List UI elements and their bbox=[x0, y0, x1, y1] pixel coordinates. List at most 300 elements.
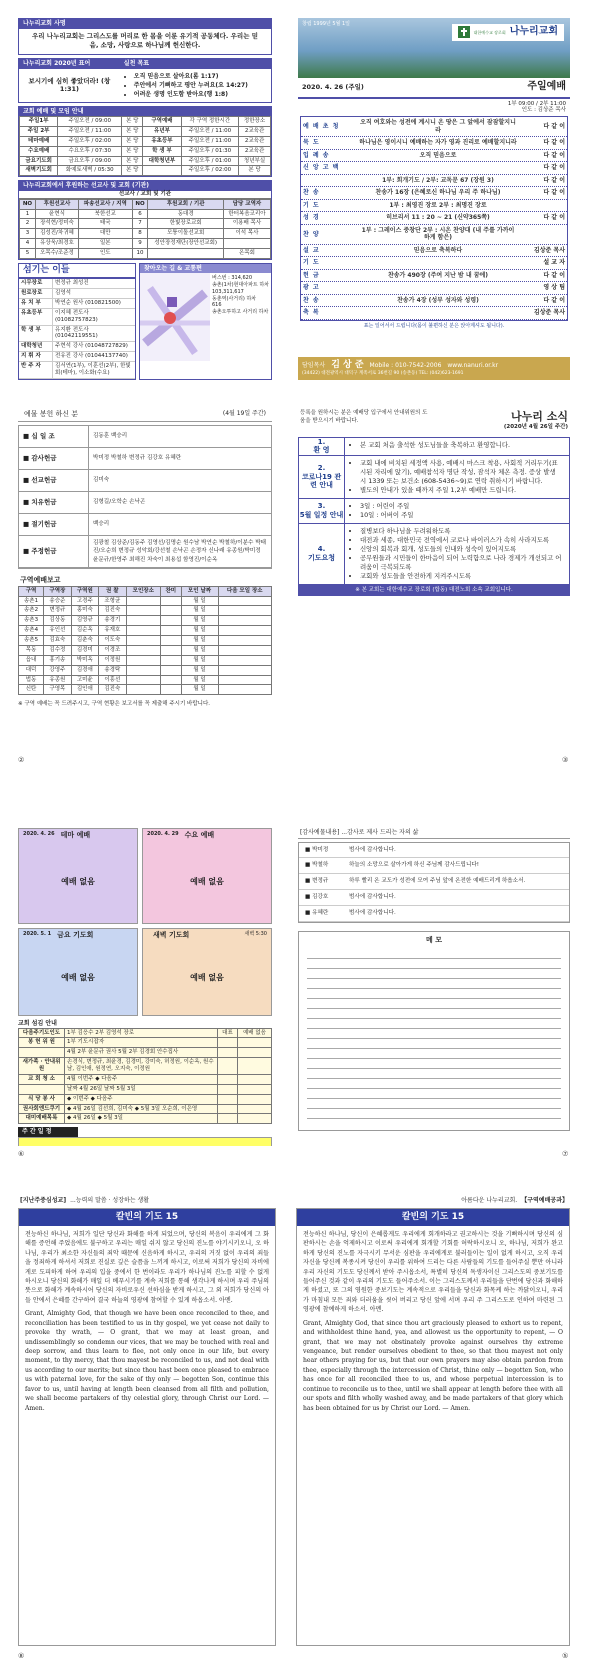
offering-type: ■ 선교헌금 bbox=[19, 470, 89, 491]
offering-names: 김광철 김상준/김동주 김영선/김명순 원수남 박연순 박철하/이분수 박태진/오순희 변정규 성악회/강선철 손낙곤 손정자 신나래 유종원/박미정 윤문규/한영주 최해진 차숙이 최용섭 함영진/이순옥 bbox=[93, 539, 267, 563]
p8-head-left: 아름다운 나누리교회. bbox=[461, 1197, 518, 1204]
order-item-person: 다 같 이 bbox=[543, 139, 565, 147]
serve-label: 식 당 봉 사 bbox=[19, 1094, 65, 1104]
box-date-title bbox=[23, 931, 93, 940]
mission-cell: 이용배 목사 bbox=[223, 219, 270, 229]
cell-cell: 김순옥 bbox=[71, 626, 98, 636]
worship-cell: 금요기도회 bbox=[20, 156, 58, 166]
staff-row bbox=[19, 352, 135, 362]
cell-cell: 김상동 bbox=[44, 616, 71, 626]
cell-cell bbox=[218, 606, 272, 616]
serve-extra2 bbox=[238, 1038, 272, 1048]
order-item-label: 찬 양 bbox=[303, 230, 320, 238]
staff-role: 지 휘 자 bbox=[19, 352, 53, 361]
worship-cell: 수요오후 / 07:30 bbox=[58, 146, 122, 156]
news-label bbox=[299, 456, 345, 498]
cell-cell: 송촌2 bbox=[19, 606, 44, 616]
cell-cell bbox=[161, 655, 182, 665]
mission-cell bbox=[148, 249, 223, 259]
church-address: (34422) 대전광역시 대덕구 계족서로 36번길 90 (송촌동) TEL: (042)623-1691 bbox=[302, 371, 464, 377]
mission-row bbox=[20, 209, 271, 219]
worship-cell: 2교육관 bbox=[239, 136, 271, 146]
offering-row bbox=[19, 536, 271, 568]
cell-row bbox=[19, 665, 272, 675]
box-status: 예배 없음 bbox=[190, 877, 224, 887]
page-4-news bbox=[298, 408, 570, 768]
news-label-text: 코로나19 관련 안내 bbox=[301, 472, 342, 490]
page-number: ② bbox=[18, 756, 25, 764]
cell-cell: 월 일 bbox=[181, 675, 218, 685]
vision-section bbox=[18, 18, 272, 55]
serve-extra bbox=[218, 1104, 238, 1114]
serve-row bbox=[19, 1094, 272, 1104]
order-item-person: 다 같 이 bbox=[543, 271, 565, 279]
staff-name: 전유진 강사 (01044137740) bbox=[55, 353, 128, 360]
cell-cell: 박미옥 bbox=[71, 655, 98, 665]
church-name: 나누리교회 bbox=[509, 26, 558, 37]
news-lines bbox=[351, 502, 563, 520]
cell-cell bbox=[161, 636, 182, 646]
box-date: 2020. 4. 26 bbox=[23, 831, 55, 837]
offering-names: 박미정 박철하 변정규 김강호 유혜란 bbox=[93, 455, 182, 462]
memo-line bbox=[307, 1089, 561, 1099]
week-schedule-bar bbox=[18, 1137, 272, 1146]
mission-cell: 북한선교 bbox=[79, 209, 133, 219]
cell-cell bbox=[126, 685, 160, 695]
serve-extra2 bbox=[238, 1058, 272, 1075]
worship-cell: 2교육관 bbox=[239, 146, 271, 156]
serve-extra bbox=[218, 1094, 238, 1104]
cell-cell bbox=[218, 685, 272, 695]
serve-label bbox=[19, 1084, 65, 1094]
mission-cell: 오목수/조준정 bbox=[35, 249, 78, 259]
p7-prayer-title: 칼빈의 기도 15 bbox=[19, 1209, 275, 1226]
worship-cell: 주일 2부 bbox=[20, 126, 58, 136]
box-extra: 새벽 5:30 bbox=[244, 931, 267, 937]
thanks-row bbox=[299, 874, 569, 890]
cell-cell bbox=[126, 606, 160, 616]
serve-extra bbox=[218, 1084, 238, 1094]
order-row bbox=[301, 225, 567, 245]
thanks-text: 하루 빨리 온 교도가 성전에 모여 주님 앞에 온전한 예배드리게 하옵소서. bbox=[349, 878, 526, 885]
map-note: 송촌오투하고 사거리 하차 bbox=[212, 309, 269, 316]
staff-section bbox=[18, 263, 136, 380]
mission-cell: 한터복음코리아 bbox=[223, 209, 270, 219]
order-item-person: 다 같 이 bbox=[543, 176, 565, 184]
cell-header-row bbox=[19, 586, 272, 596]
serve-table bbox=[18, 1028, 272, 1125]
cell-cell: 월 일 bbox=[181, 645, 218, 655]
news-label bbox=[299, 499, 345, 523]
cell-cell: 송촌1 bbox=[19, 596, 44, 606]
cell-cell: 월 일 bbox=[181, 616, 218, 626]
news-body bbox=[345, 456, 569, 498]
box-header bbox=[19, 829, 137, 842]
serve-label: 대미예배목록 bbox=[19, 1114, 65, 1124]
order-row bbox=[301, 257, 567, 270]
staff-list bbox=[19, 279, 135, 379]
service-leader: 인도 : 김상준 목사 bbox=[521, 107, 566, 114]
offering-list bbox=[18, 425, 272, 569]
cell-cell: 김경미 bbox=[71, 645, 98, 655]
cell-row bbox=[19, 675, 272, 685]
worship-cell: 테마예배 bbox=[20, 136, 58, 146]
staff-role: 원로장로 bbox=[19, 289, 53, 298]
motto-section bbox=[18, 58, 272, 103]
offering-names: 김형길/오학순 손낙곤 bbox=[93, 499, 146, 506]
cell-col-header: 권 찰 bbox=[99, 586, 126, 596]
serve-extra2 bbox=[238, 1048, 272, 1058]
mission-cell: 4 bbox=[20, 239, 36, 249]
order-item-content: 오직 믿음으로 bbox=[419, 151, 457, 159]
news-line: • 대전과 세종, 대한민국 전역에서 코로나 바이러스가 속히 사라지도록 bbox=[360, 536, 563, 545]
memo-line bbox=[307, 949, 561, 959]
serve-label: 새가족 · 안내위원 bbox=[19, 1058, 65, 1075]
serve-row bbox=[19, 1048, 272, 1058]
staff-map-row bbox=[18, 263, 272, 380]
cell-cell: 송촌4 bbox=[19, 626, 44, 636]
memo-lines bbox=[307, 949, 561, 1119]
cell-cell: 송경탁 bbox=[99, 665, 126, 675]
page-number: ⑧ bbox=[18, 1652, 25, 1660]
order-item-person: 설 교 자 bbox=[543, 259, 565, 267]
news-num: 1. bbox=[317, 437, 326, 446]
serve-extra bbox=[218, 1074, 238, 1084]
serve-label: 봉 헌 위 원 bbox=[19, 1038, 65, 1048]
cell-cell bbox=[161, 675, 182, 685]
worship-cell: 주일오전 / 09:00 bbox=[58, 117, 122, 127]
dawn-prayer-box bbox=[142, 928, 272, 1016]
thanks-text: 범사에 감사합니다. bbox=[349, 846, 396, 853]
worship-cell: 본 당 bbox=[122, 146, 143, 156]
offering-row bbox=[19, 426, 271, 448]
worship-row bbox=[20, 166, 271, 176]
box-date-title bbox=[23, 831, 90, 840]
mission-row bbox=[20, 249, 271, 259]
worship-row bbox=[20, 136, 271, 146]
serve-content: 1부 기도시잡자 bbox=[65, 1038, 218, 1048]
serve-extra bbox=[218, 1058, 238, 1075]
news-item bbox=[299, 438, 569, 457]
order-item-label: 찬 송 bbox=[303, 189, 320, 197]
mission-cell: 인도 bbox=[79, 249, 133, 259]
staff-role: 대학청년 bbox=[19, 342, 53, 351]
order-row bbox=[301, 270, 567, 283]
pastor-mobile: Mobile : 010-7542-2006 bbox=[369, 362, 442, 370]
cell-col-header: 구역원 bbox=[71, 586, 98, 596]
cell-row bbox=[19, 596, 272, 606]
mission-col-header: 후원선교사 bbox=[35, 199, 78, 209]
memo-line bbox=[307, 1029, 561, 1039]
serve-row bbox=[19, 1058, 272, 1075]
order-item-person: 영 상 팀 bbox=[543, 284, 565, 292]
serve-extra bbox=[218, 1048, 238, 1058]
mission-cell: 5 bbox=[20, 249, 36, 259]
worship-cell: 화예토새벽 / 05:30 bbox=[58, 166, 122, 176]
mission-cell: 대만 bbox=[79, 229, 133, 239]
staff-role: 학 생 부 bbox=[19, 326, 53, 342]
news-line: • 신앙의 회복과 회개, 성도들의 인내와 성숙이 있어지도록 bbox=[360, 545, 563, 554]
news-item bbox=[299, 499, 569, 524]
worship-cell: 주일1부 bbox=[20, 117, 58, 127]
worship-cell: 주일오전 / 11:00 bbox=[181, 126, 239, 136]
staff-name: 유지환 전도사 (01042119551) bbox=[55, 326, 98, 340]
cell-col-header: 찬미 bbox=[161, 586, 182, 596]
mission-cell: 일본 bbox=[79, 239, 133, 249]
cell-cell bbox=[161, 626, 182, 636]
order-item-person: 김상준 목사 bbox=[533, 246, 565, 254]
cell-row bbox=[19, 685, 272, 695]
cell-cell: 월 일 bbox=[181, 596, 218, 606]
memo-line bbox=[307, 1099, 561, 1109]
goal-list bbox=[120, 69, 271, 102]
wednesday-worship-box bbox=[142, 828, 272, 924]
news-label bbox=[299, 524, 345, 584]
cell-cell bbox=[218, 636, 272, 646]
staff-name: 주현석 강사 (01048727829) bbox=[55, 343, 128, 350]
serve-content: 손경식, 변정규, 최윤경, 김경미, 강미숙, 허정원, 이순옥, 원수남, 김인애, 원정연, 오지숙, 이정원 bbox=[65, 1058, 218, 1075]
mission-cell: 6 bbox=[132, 209, 148, 219]
news-label-text: 기도요청 bbox=[307, 553, 336, 562]
p8-prayer-english: Grant, Almighty God, that since thou art graciously pleased to exhort us to repent, and withholdest thine hand, yea, and allowest us the opportunity to repent, — O grant, that we may not obstinately provoke against ourselves thy extreme vengeance, but render ourselves obedient to thee, so that thou mayest not only hear others praying for us, but that our own prayers may also obtain pardon from thee, especially through the intercession of Christ, thine only — begotten Son, who has once for all reconciled thee to us, and whose perpetual intercession is to continue to reconcile us to thee, until we shall appear at length before thee with all our spots and filth wholly washed away, and be made partakers of that glory which has been obtained for us by Christ our Lord. — Amen. bbox=[303, 1319, 563, 1412]
news-lines bbox=[351, 459, 563, 495]
theme-worship-box bbox=[18, 828, 138, 924]
staff-role: 반 주 자 bbox=[19, 362, 53, 378]
worship-cell: 본 당 bbox=[122, 117, 143, 127]
cell-cell: 김진숙 bbox=[99, 606, 126, 616]
cell-cell: 법동 bbox=[19, 675, 44, 685]
mission-cell bbox=[223, 239, 270, 249]
cell-cell bbox=[126, 645, 160, 655]
order-item-label: 성 경 bbox=[303, 214, 320, 222]
thanks-text: 하늘의 소망으로 살아가게 하신 주님께 감사드립니다! bbox=[349, 862, 480, 869]
worship-cell: 새벽기도회 bbox=[20, 166, 58, 176]
order-item-person: 김상준 목사 bbox=[533, 309, 565, 317]
cell-cell: 송촌3 bbox=[19, 616, 44, 626]
map-note: 송촌(1차)현대아파트 하차 bbox=[212, 282, 269, 289]
worship-head: 교회 예배 및 모임 안내 bbox=[19, 107, 271, 117]
memo-line bbox=[307, 1059, 561, 1069]
staff-name: 박연순 원사 (010821500) bbox=[55, 299, 121, 306]
week-head: 주 간 일 정 bbox=[18, 1127, 78, 1137]
cell-cell: 김춘숙 bbox=[71, 636, 98, 646]
box-date: 2020. 4. 29 bbox=[147, 831, 179, 837]
worship-cell bbox=[143, 166, 181, 176]
vision-title: 나누리교회 사명 bbox=[19, 19, 271, 29]
cell-cell bbox=[218, 616, 272, 626]
box-status: 예배 없음 bbox=[190, 973, 224, 983]
staff-name: 김영석 bbox=[55, 290, 71, 296]
mission-cell: 10 bbox=[132, 249, 148, 259]
order-row bbox=[301, 307, 567, 320]
memo-line bbox=[307, 1009, 561, 1019]
cell-cell bbox=[161, 596, 182, 606]
offering-type: ■ 주정헌금 bbox=[19, 536, 89, 567]
order-item-label: 기 도 bbox=[303, 259, 320, 267]
mission-row bbox=[20, 219, 271, 229]
map-head: 찾아오는 길 & 교통편 bbox=[140, 264, 271, 274]
cell-cell: 송경기 bbox=[99, 616, 126, 626]
serve-extra2 bbox=[238, 1104, 272, 1114]
worship-row bbox=[20, 156, 271, 166]
news-num: 3. bbox=[317, 502, 326, 511]
p8-prayer-korean: 전능하신 하나님, 당신이 은혜롭게도 우리에게 회개하라고 권고하시는 것을 기뻐하시며 당신의 심판하시는 손을 억제하시고 이로써 우리에게 회개할 기회를 허락하시오니 오, 하나님, 저희가 완고하게 당신의 진노를 자극시키 무서운 심판을 우리에게로 불러들이는 일이 없게 하시고, 오직 우리 자신을 당신께 복종시켜 당신이 우리를 위하여 드리는 다른 사람들의 기도를 들어주실 뿐만 아니라 우리 자신의 기도도 당신께서 받아 주시옵소서, 특별히 당신의 독생자이신 그리스도의 중보기도를 들어주신 것과 같이 우리의 기도도 들어주소서. 이는 그리스도께서 우리들을 단번에 당신과 화해하게 하셨고, 또 그의 영원한 중보기도는 계속적으로 우리들을 당신과 화목케 하는 까닭이오니, 우리가 마침내 모든 죄와 더러움을 씻어 버리고 당신 앞에 서며 우리 주 그리스도로 인하여 마련된 그 영광에 참예하게 하소서. 아멘. bbox=[303, 1230, 563, 1314]
mission-cell: 2 bbox=[20, 219, 36, 229]
serve-content: 날짜 4월 26일 날짜 5월 3일 bbox=[65, 1084, 218, 1094]
memo-line bbox=[307, 1109, 561, 1119]
mission-cell: 김성진/차귀혜 bbox=[35, 229, 78, 239]
memo-line bbox=[307, 1039, 561, 1049]
service-date: 2020. 4. 26 (주일) bbox=[302, 83, 364, 92]
cell-cell: 고경주 bbox=[71, 596, 98, 606]
worship-cell: 2교육관 bbox=[239, 126, 271, 136]
offering-title: 예물 봉헌 하신 분 bbox=[24, 410, 79, 418]
page-8-prayer bbox=[296, 1196, 570, 1650]
memo-line bbox=[307, 969, 561, 979]
serve-head: 교회 섬김 안내 bbox=[18, 1020, 57, 1027]
thanks-name: ■ 박미정 bbox=[305, 846, 329, 853]
box-header bbox=[143, 929, 271, 942]
staff-name: 이지혜 전도사 (01082757823) bbox=[55, 309, 98, 323]
order-item-content: 히브리서 11 : 20 ~ 21 (신약365쪽) bbox=[386, 214, 490, 222]
cell-cell: 대덕 bbox=[19, 665, 44, 675]
worship-row bbox=[20, 146, 271, 156]
order-row bbox=[301, 162, 567, 175]
order-item-content: 1부 : 그레이스 중창단 2부 : 시온 찬양대 (내 주를 가까이 하게 함은) bbox=[361, 226, 515, 242]
page-2-bulletin bbox=[298, 18, 570, 380]
map-section bbox=[139, 263, 272, 380]
worship-cell: 정한장소 bbox=[239, 117, 271, 127]
mission-header-row bbox=[20, 199, 271, 209]
offering-names: 김미숙 bbox=[93, 477, 110, 484]
cell-row bbox=[19, 645, 272, 655]
page-5-schedule bbox=[18, 828, 272, 1146]
staff-row bbox=[19, 362, 135, 379]
cell-row bbox=[19, 655, 272, 665]
order-item-content: 믿음으로 축복하다 bbox=[413, 246, 463, 254]
order-item-person: 다 같 이 bbox=[543, 123, 565, 130]
worship-cell: 유초등부 bbox=[143, 136, 181, 146]
offering-type: ■ 절기헌금 bbox=[19, 514, 89, 535]
worship-row bbox=[20, 117, 271, 127]
order-item-content: 찬송가 16장 (은혜로신 하나님 우리 주 하나님) bbox=[375, 189, 501, 197]
church-site: www.nanuri.or.kr bbox=[447, 362, 499, 370]
cell-cell bbox=[218, 675, 272, 685]
worship-cell: 주일오전 / 11:00 bbox=[58, 126, 122, 136]
staff-head: 섬기는 이들 bbox=[19, 264, 135, 279]
map-notes bbox=[210, 273, 271, 361]
worship-cell: 유년부 bbox=[143, 126, 181, 136]
cell-cell: 이도숙 bbox=[99, 636, 126, 646]
cell-cell: 변정규 bbox=[44, 606, 71, 616]
news-line: • 별도의 안내가 있을 때까지 주일 1,2부 예배만 드립니다. bbox=[360, 486, 563, 495]
news-num: 4. bbox=[317, 545, 326, 554]
map-note: 동춘역(사거리) 하차 bbox=[212, 295, 257, 302]
cell-row bbox=[19, 616, 272, 626]
box-title: 수요 예배 bbox=[184, 831, 215, 839]
mission-cell: 모퉁이돌선교회 bbox=[148, 229, 223, 239]
order-item-label: 광 고 bbox=[303, 284, 320, 292]
offering-row bbox=[19, 514, 271, 536]
cell-cell: 유인선 bbox=[44, 626, 71, 636]
cell-cell: 월 일 bbox=[181, 606, 218, 616]
order-row bbox=[301, 137, 567, 150]
mission-cell: 유상욱/최경호 bbox=[35, 239, 78, 249]
memo-line bbox=[307, 1069, 561, 1079]
serve-row bbox=[19, 1114, 272, 1124]
worship-cell: 금요오후 / 09:00 bbox=[58, 156, 122, 166]
cell-head: 구역예배보고 bbox=[20, 575, 61, 584]
news-line: • 질병보다 하나님을 두려워하도록 bbox=[360, 527, 563, 536]
cell-col-header: 모인 날짜 bbox=[181, 586, 218, 596]
order-item-content: 1부: 회개기도 / 2부: 교독문 67 (장원 3) bbox=[382, 176, 494, 184]
page-1-info bbox=[18, 18, 272, 380]
order-item-person: 다 같 이 bbox=[543, 164, 565, 172]
cell-cell: 월 일 bbox=[181, 665, 218, 675]
thanks-list bbox=[298, 842, 570, 924]
order-row bbox=[301, 282, 567, 295]
memo-line bbox=[307, 959, 561, 969]
news-line: • 3일 : 어린이 주일 bbox=[360, 502, 563, 511]
order-item-content: 오직 여호와는 성전에 계시니 온 땅은 그 앞에서 잠잠할지니라 bbox=[360, 119, 516, 134]
serve-content: 4월 이번주 ◆ 다음주 bbox=[65, 1074, 218, 1084]
thanks-name: ■ 유혜란 bbox=[305, 910, 329, 917]
cell-row bbox=[19, 606, 272, 616]
news-footer: ※ 본 교회는 대한예수교 장로회 (합동) 대전노회 소속 교회입니다. bbox=[298, 585, 570, 596]
staff-row bbox=[19, 342, 135, 352]
order-item-person: 다 같 이 bbox=[543, 151, 565, 159]
church-tag: 대한예수교 장로회 bbox=[473, 29, 506, 35]
motto-text: 보시기에 심히 좋았더라! (창 1:31) bbox=[28, 76, 111, 93]
cell-cell: 목동 bbox=[19, 645, 44, 655]
cell-cell: 유재호 bbox=[99, 626, 126, 636]
mission-cell: 장석현/정미숙 bbox=[35, 219, 78, 229]
news-intro: 등록을 원하시는 분은 예배당 입구에서 안내위원의 도움을 받으시기 바랍니다. bbox=[300, 410, 428, 424]
thanks-row bbox=[299, 890, 569, 906]
mission-col-header: 후원교회 / 기관 bbox=[148, 199, 223, 209]
cell-cell bbox=[218, 596, 272, 606]
serve-row bbox=[19, 1038, 272, 1048]
p8-head-right: 【구역예배공과】 bbox=[521, 1197, 568, 1204]
worship-section bbox=[18, 106, 272, 178]
cell-cell: 송승준 bbox=[44, 596, 71, 606]
news-line: • 공무원들과 시민들이 한마음이 되어 노력함으로 나라 경제가 개선되고 어려움이 극복되도록 bbox=[360, 554, 563, 572]
mission-head: 나누리교회에서 후원하는 선교사 및 교회 (기관) bbox=[19, 181, 271, 191]
order-row bbox=[301, 295, 567, 308]
worship-cell: 청년부실 bbox=[239, 156, 271, 166]
cell-footer: ※ 구역 예배는 꼭 드려주시고, 구역 현황은 보고서를 꼭 제출해 주시기 바랍니다. bbox=[18, 701, 211, 708]
staff-role: 유 치 부 bbox=[19, 299, 53, 308]
thanks-row bbox=[299, 906, 569, 922]
memo-title: 메 모 bbox=[426, 936, 442, 945]
p7-prayer-english: Grant, Almighty God, that though we have been once reconciled to thee, and reconciliation has been testified to us in thy gospel, we yet cease not daily to provoke thy wrath, — O grant, that we may at least groan, and undissemblingly so condemn our vices, that we may be touched with real and deep sorrow, and thus learn to flee, not only once in our life, but every moment, to thy mercy, that thou mayest be reconciled to us, and not deal with us according to our merits; but since thou hast been once pleased to embrace us with paternal love, for the sake of thy only — begotten Son, continue this favor to us, until having at length been cleansed from all filth and pollution, we shall become partakers of thy celestial glory, through Christ our Lord. — Amen. bbox=[25, 1310, 269, 1412]
cell-cell: 김인애 bbox=[71, 685, 98, 695]
worship-cell: 본 당 bbox=[239, 166, 271, 176]
cell-cell: 이흥선 bbox=[99, 675, 126, 685]
cell-cell bbox=[161, 685, 182, 695]
order-item-label: 예 배 초 청 bbox=[303, 123, 340, 130]
news-label bbox=[299, 438, 345, 456]
order-row bbox=[301, 200, 567, 213]
memo-line bbox=[307, 999, 561, 1009]
worship-cell: 수요예배 bbox=[20, 146, 58, 156]
thanks-name: ■ 변정규 bbox=[305, 878, 329, 885]
serve-content: ◆ 4월 26일 ◆ 5월 3일 bbox=[65, 1114, 218, 1124]
serve-row bbox=[19, 1084, 272, 1094]
est-line: 창립 1999년 5월 1일 bbox=[302, 21, 351, 27]
serve-extra2: 예배 없음 bbox=[238, 1028, 272, 1038]
box-date-title bbox=[147, 831, 214, 840]
